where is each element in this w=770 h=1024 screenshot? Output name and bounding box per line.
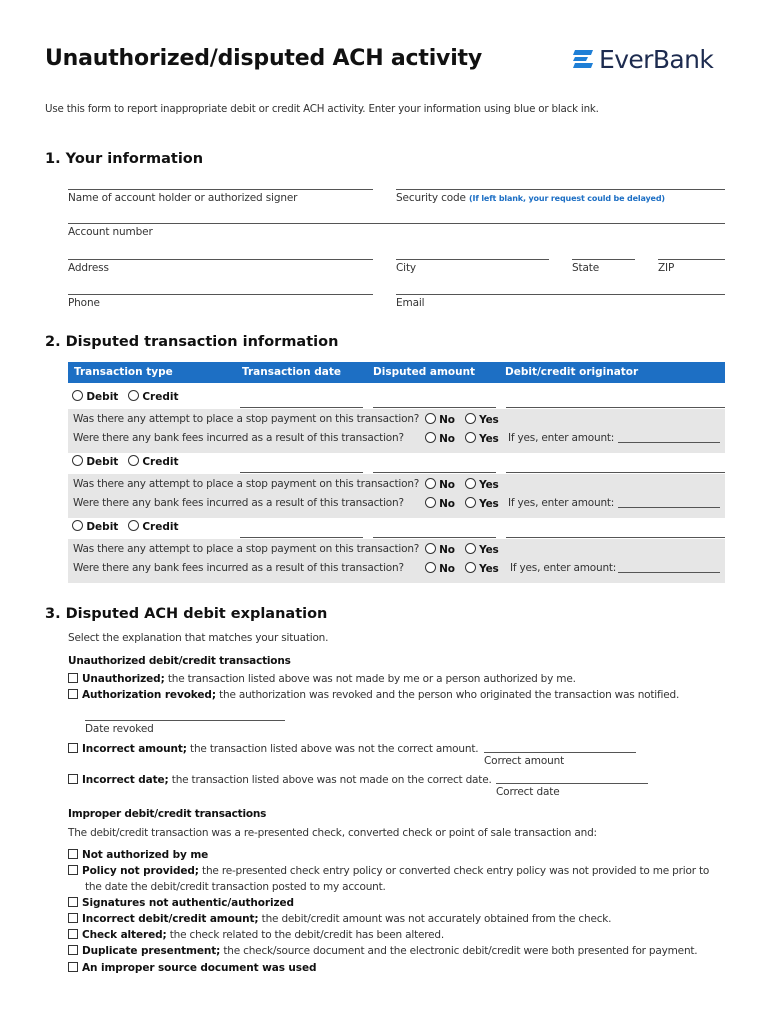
stop-no-radio[interactable] [425, 413, 436, 424]
amount-prompt: If yes, enter amount: [510, 562, 617, 574]
stop-no-radio[interactable] [425, 543, 436, 554]
fees-no-radio[interactable] [425, 432, 436, 443]
stop-payment-question: Was there any attempt to place a stop payment on this transaction? [73, 543, 420, 555]
unauthorized-heading: Unauthorized debit/credit transactions [68, 655, 291, 667]
page-title: Unauthorized/disputed ACH activity [45, 46, 482, 71]
no-label: No [439, 414, 455, 426]
improper-intro: The debit/credit transaction was a re-presented check, converted check or point of sale transaction and: [68, 827, 597, 839]
debit-radio[interactable] [72, 390, 83, 401]
checkbox[interactable] [68, 849, 78, 859]
policy-not-provided-option[interactable] [68, 865, 709, 877]
account-number-label: Account number [68, 226, 153, 238]
fees-no-radio[interactable] [425, 562, 436, 573]
yes-label: Yes [479, 479, 499, 491]
yes-label: Yes [479, 563, 499, 575]
stop-no-radio[interactable] [425, 478, 436, 489]
checkbox[interactable] [68, 962, 78, 972]
originator-field[interactable] [506, 472, 725, 473]
fees-yes-radio[interactable] [465, 562, 476, 573]
address-label: Address [68, 262, 109, 274]
option-text: the check related to the debit/credit has been altered. [166, 929, 444, 941]
signatures-option[interactable] [68, 897, 294, 909]
email-label: Email [396, 297, 425, 309]
option-bold: Incorrect debit/credit amount; [82, 913, 259, 925]
zip-field[interactable] [658, 259, 725, 260]
state-field[interactable] [572, 259, 635, 260]
section-3-instruction: Select the explanation that matches your situation. [68, 632, 329, 644]
correct-date-label: Correct date [496, 786, 560, 798]
no-label: No [439, 433, 455, 445]
credit-radio[interactable] [128, 390, 139, 401]
col-transaction-date: Transaction date [242, 366, 342, 378]
fees-no-radio[interactable] [425, 497, 436, 508]
no-label: No [439, 498, 455, 510]
correct-amount-label: Correct amount [484, 755, 565, 767]
security-code-text: Security code [396, 192, 466, 204]
address-field[interactable] [68, 259, 373, 260]
transaction-date-field[interactable] [240, 472, 363, 473]
col-transaction-type: Transaction type [74, 366, 173, 378]
option-bold: Duplicate presentment; [82, 945, 221, 957]
fee-amount-field[interactable] [618, 507, 720, 508]
debit-radio[interactable] [72, 455, 83, 466]
checkbox[interactable] [68, 689, 78, 699]
credit-label: Credit [142, 521, 179, 533]
amount-prompt: If yes, enter amount: [508, 432, 615, 444]
not-authorized-option[interactable] [68, 849, 208, 861]
bank-fees-question: Were there any bank fees incurred as a result of this transaction? [73, 497, 404, 509]
fee-amount-field[interactable] [618, 442, 720, 443]
fees-yes-radio[interactable] [465, 497, 476, 508]
checkbox[interactable] [68, 743, 78, 753]
credit-radio[interactable] [128, 520, 139, 531]
option-text: the authorization was revoked and the person who originated the transaction was notified. [215, 689, 680, 701]
improper-heading: Improper debit/credit transactions [68, 808, 267, 820]
option-text: the transaction listed above was not the correct amount. [186, 743, 479, 755]
amount-prompt: If yes, enter amount: [508, 497, 615, 509]
brand-name: EverBank [599, 44, 714, 74]
transaction-table-header [68, 362, 725, 383]
correct-date-field[interactable] [496, 783, 648, 784]
option-bold: Authorization revoked; [82, 689, 216, 701]
stop-payment-question: Was there any attempt to place a stop payment on this transaction? [73, 413, 420, 425]
option-bold: Policy not provided; [82, 865, 199, 877]
everbank-mark-icon [572, 48, 594, 70]
col-originator: Debit/credit originator [505, 366, 639, 378]
option-bold: Signatures not authentic/authorized [82, 897, 294, 909]
bank-fees-question: Were there any bank fees incurred as a result of this transaction? [73, 562, 404, 574]
bank-fees-question: Were there any bank fees incurred as a result of this transaction? [73, 432, 404, 444]
credit-radio[interactable] [128, 455, 139, 466]
security-code-note: (If left blank, your request could be delayed) [469, 194, 665, 203]
checkbox[interactable] [68, 929, 78, 939]
phone-label: Phone [68, 297, 100, 309]
disputed-amount-field[interactable] [373, 537, 496, 538]
email-field[interactable] [396, 294, 725, 295]
security-code-label [396, 192, 665, 204]
checkbox[interactable] [68, 865, 78, 875]
debit-radio[interactable] [72, 520, 83, 531]
security-code-field[interactable] [396, 189, 725, 190]
option-bold: Check altered; [82, 929, 167, 941]
check-altered-option[interactable] [68, 929, 444, 941]
section-2-heading: 2. Disputed transaction information [45, 334, 339, 350]
no-label: No [439, 563, 455, 575]
fees-yes-radio[interactable] [465, 432, 476, 443]
intro-text: Use this form to report inappropriate debit or credit ACH activity. Enter your information using blue or black ink. [45, 103, 599, 115]
debit-label: Debit [86, 456, 119, 468]
debit-label: Debit [86, 391, 119, 403]
disputed-amount-field[interactable] [373, 472, 496, 473]
duplicate-presentment-option[interactable] [68, 945, 697, 957]
transaction-date-field[interactable] [240, 537, 363, 538]
checkbox[interactable] [68, 774, 78, 784]
checkbox[interactable] [68, 945, 78, 955]
transaction-date-field[interactable] [240, 407, 363, 408]
improper-source-document-option[interactable] [68, 962, 316, 974]
no-label: No [439, 479, 455, 491]
stop-payment-question: Was there any attempt to place a stop payment on this transaction? [73, 478, 420, 490]
option-bold: Not authorized by me [82, 849, 209, 861]
option-text: the check/source document and the electronic debit/credit were both presented for payment. [220, 945, 698, 957]
disputed-amount-field[interactable] [373, 407, 496, 408]
state-label: State [572, 262, 600, 274]
city-field[interactable] [396, 259, 549, 260]
section-3-heading: 3. Disputed ACH debit explanation [45, 606, 328, 622]
stop-yes-radio[interactable] [465, 478, 476, 489]
credit-label: Credit [142, 456, 179, 468]
checkbox[interactable] [68, 673, 78, 683]
stop-yes-radio[interactable] [465, 543, 476, 554]
checkbox[interactable] [68, 913, 78, 923]
yes-label: Yes [479, 498, 499, 510]
correct-amount-field[interactable] [484, 752, 636, 753]
name-label: Name of account holder or authorized signer [68, 192, 298, 204]
authorization-revoked-option[interactable] [68, 689, 679, 701]
city-label: City [396, 262, 416, 274]
originator-field[interactable] [506, 407, 725, 408]
option-text: the transaction listed above was not made by me or a person authorized by me. [164, 673, 576, 685]
name-field[interactable] [68, 189, 373, 190]
date-revoked-field[interactable] [85, 720, 285, 721]
credit-label: Credit [142, 391, 179, 403]
checkbox[interactable] [68, 897, 78, 907]
option-bold: Incorrect date; [82, 774, 169, 786]
incorrect-debit-credit-amount-option[interactable] [68, 913, 611, 925]
originator-field[interactable] [506, 537, 725, 538]
fee-amount-field[interactable] [618, 572, 720, 573]
stop-yes-radio[interactable] [465, 413, 476, 424]
section-1-heading: 1. Your information [45, 151, 204, 167]
zip-label: ZIP [658, 262, 675, 274]
option-text: the debit/credit amount was not accurately obtained from the check. [258, 913, 612, 925]
yes-label: Yes [479, 414, 499, 426]
debit-label: Debit [86, 521, 119, 533]
everbank-logo [572, 44, 713, 74]
no-label: No [439, 544, 455, 556]
option-text: the transaction listed above was not made on the correct date. [168, 774, 492, 786]
policy-continuation: the date the debit/credit transaction posted to my account. [85, 881, 386, 893]
date-revoked-label: Date revoked [85, 723, 154, 735]
account-number-field[interactable] [68, 223, 725, 224]
option-bold: Unauthorized; [82, 673, 165, 685]
unauthorized-option[interactable] [68, 673, 576, 685]
col-disputed-amount: Disputed amount [373, 366, 476, 378]
option-bold: Incorrect amount; [82, 743, 187, 755]
yes-label: Yes [479, 544, 499, 556]
option-bold: An improper source document was used [82, 962, 317, 974]
yes-label: Yes [479, 433, 499, 445]
incorrect-date-option[interactable] [68, 774, 492, 786]
option-text: the re-presented check entry policy or converted check entry policy was not provided to me prior to [198, 865, 710, 877]
phone-field[interactable] [68, 294, 373, 295]
incorrect-amount-option[interactable] [68, 743, 478, 755]
